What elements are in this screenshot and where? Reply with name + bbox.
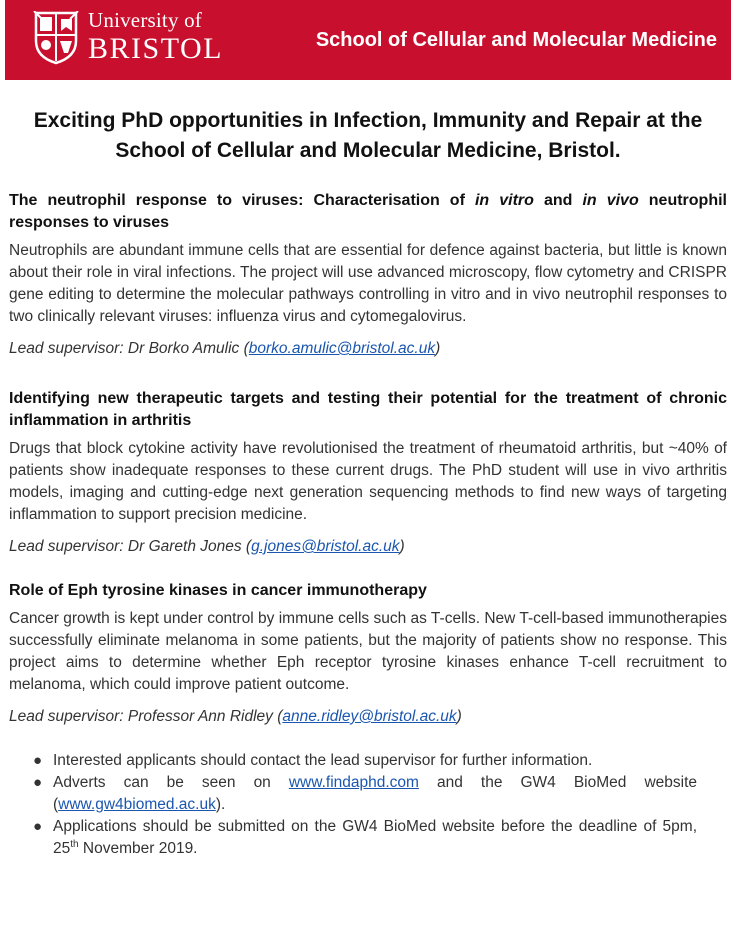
list-item	[33, 750, 697, 772]
page-title: Exciting PhD opportunities in Infection, Immunity and Repair at the School of Cellular and Molecular Medicine, Bristol.	[33, 109, 703, 162]
project-1-heading-f: neutrophil responses to viruses	[9, 192, 727, 231]
school-name: School of Cellular and Molecular Medicine	[315, 29, 717, 51]
project-3-lead: Lead supervisor: Professor Ann Ridley (anne.ridley@bristol.ac.uk)	[9, 708, 462, 725]
lead-prefix: Lead supervisor:	[9, 340, 128, 357]
list-item	[33, 772, 697, 816]
project-2-heading: Identifying new therapeutic targets and testing their potential for the treatment of chronic inflammation in arthritis	[9, 390, 727, 429]
project-2	[9, 388, 727, 558]
project-1-heading-b: Characterisation of	[313, 192, 475, 209]
university-crest-logo	[32, 11, 80, 65]
project-2-lead: Lead supervisor: Dr Gareth Jones (g.jones@bristol.ac.uk)	[9, 538, 405, 555]
project-3-heading: Role of Eph tyrosine kinases in cancer immunotherapy	[9, 582, 427, 599]
document-body	[9, 106, 727, 860]
findaphd-link[interactable]: www.findaphd.com	[288, 774, 419, 791]
project-2-email-link[interactable]: g.jones@bristol.ac.uk	[251, 538, 400, 555]
project-1-email-link[interactable]: borko.amulic@bristol.ac.uk	[248, 340, 436, 357]
bullet-icon: ●	[33, 818, 43, 835]
note-3-text-b: November 2019.	[78, 840, 198, 857]
project-1-body: Neutrophils are abundant immune cells that are essential for defence against bacteria, but little is known about their role in viral infections. The project will use advanced microscopy, flow cytometry and CRISPR gene editing to determine the molecular pathways controlling in vitro and in vivo neutrophil responses to two clinically relevant viruses: influenza virus and cytomegalovirus.	[9, 242, 727, 325]
project-3-email-link[interactable]: anne.ridley@bristol.ac.uk	[282, 708, 457, 725]
lead-prefix: Lead supervisor:	[9, 538, 128, 555]
project-1-heading-a: The neutrophil response to viruses:	[9, 192, 314, 209]
project-1-lead: Lead supervisor: Dr Borko Amulic (borko.amulic@bristol.ac.uk)	[9, 340, 441, 357]
university-line2: BRISTOL	[88, 32, 223, 65]
note-3-text-a: Applications should be submitted on the GW4 BioMed website before the deadline of 5pm, 25	[53, 818, 697, 857]
project-1-heading-e: in vivo	[582, 192, 639, 209]
list-item	[33, 816, 697, 860]
university-line1: University of	[88, 8, 202, 32]
bullet-icon: ●	[33, 774, 43, 791]
lead-name: Dr Borko Amulic	[127, 340, 240, 357]
project-3	[9, 580, 727, 728]
note-2-text-b: and the GW4 BioMed website (	[53, 774, 697, 813]
header-banner	[5, 0, 731, 80]
note-1-text: Interested applicants should contact the lead supervisor for further information.	[53, 752, 593, 769]
lead-prefix: Lead supervisor:	[9, 708, 128, 725]
project-3-body: Cancer growth is kept under control by immune cells such as T-cells. New T-cell-based immunotherapies successfully eliminate melanoma in some patients, but the majority of patients show no response. This project aims to determine whether Eph receptor tyrosine kinases enhance T-cell recruitment to melanoma, which could improve patient outcome.	[9, 610, 727, 693]
project-1-heading	[9, 190, 727, 234]
note-2-text-c: ).	[215, 796, 226, 813]
university-wordmark	[88, 10, 223, 64]
project-1-heading-d: and	[533, 192, 583, 209]
project-2-body: Drugs that block cytokine activity have revolutionised the treatment of rheumatoid arthritis, but ~40% of patients show inadequate responses to these current drugs. The PhD student will use in vivo arthritis models, imaging and cutting-edge next generation sequencing methods to find new ways of targeting inflammation to support precision medicine.	[9, 440, 727, 523]
ordinal-suffix: th	[70, 838, 79, 850]
note-2-text-a: Adverts can be seen on	[53, 774, 289, 791]
project-1	[9, 190, 727, 360]
notes-list	[9, 750, 727, 860]
lead-name: Professor Ann Ridley	[127, 708, 273, 725]
project-1-heading-c: in vitro	[474, 192, 534, 209]
gw4biomed-link[interactable]: www.gw4biomed.ac.uk	[58, 796, 216, 813]
lead-name: Dr Gareth Jones	[127, 538, 242, 555]
bullet-icon: ●	[33, 752, 43, 769]
